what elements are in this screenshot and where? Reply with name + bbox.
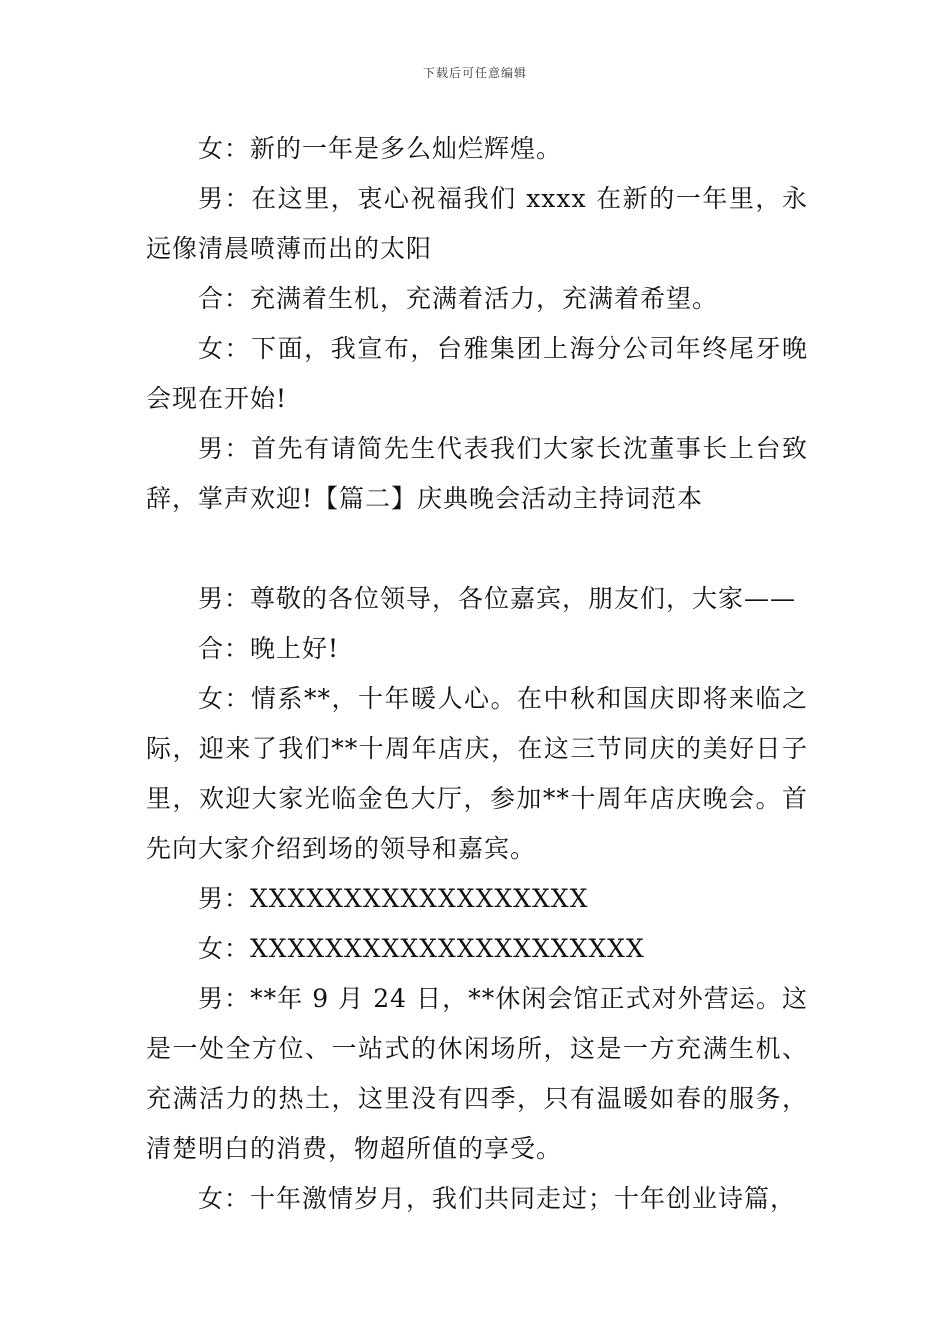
paragraph: 男：在这里，衷心祝福我们 xxxx 在新的一年里，永远像清晨喷薄而出的太阳 xyxy=(146,184,808,263)
paragraph: 女：十年激情岁月，我们共同走过；十年创业诗篇， xyxy=(198,1184,797,1213)
paragraph: 女：新的一年是多么灿烂辉煌。 xyxy=(198,134,563,163)
paragraph: 女：下面，我宣布，台雅集团上海分公司年终尾牙晚会现在开始! xyxy=(146,334,808,413)
paragraph: 男：尊敬的各位领导，各位嘉宾，朋友们，大家—— xyxy=(198,584,797,613)
paragraph: 男：XXXXXXXXXXXXXXXXXX xyxy=(198,884,589,913)
document-body xyxy=(146,124,808,1224)
paragraph: 合：晚上好! xyxy=(198,634,340,663)
paragraph: 合：充满着生机，充满着活力，充满着希望。 xyxy=(198,284,719,313)
paragraph: 女：情系**，十年暖人心。在中秋和国庆即将来临之际，迎来了我们**十周年店庆，在这三节同庆的美好日子里，欢迎大家光临金色大厅，参加**十周年店庆晚会。首先向大家介绍到场的领导和嘉宾。 xyxy=(146,684,808,863)
paragraph-spacer xyxy=(146,524,808,574)
page-header: 下载后可任意编辑 xyxy=(422,66,527,80)
paragraph: 女：XXXXXXXXXXXXXXXXXXXXX xyxy=(198,934,645,963)
paragraph: 男：首先有请简先生代表我们大家长沈董事长上台致辞，掌声欢迎!【篇二】庆典晚会活动主持词范本 xyxy=(146,434,808,513)
paragraph: 男：**年 9 月 24 日，**休闲会馆正式对外营运。这是一处全方位、一站式的休闲场所，这是一方充满生机、充满活力的热土，这里没有四季，只有温暖如春的服务，清楚明白的消费，物超所值的享受。 xyxy=(146,984,808,1163)
